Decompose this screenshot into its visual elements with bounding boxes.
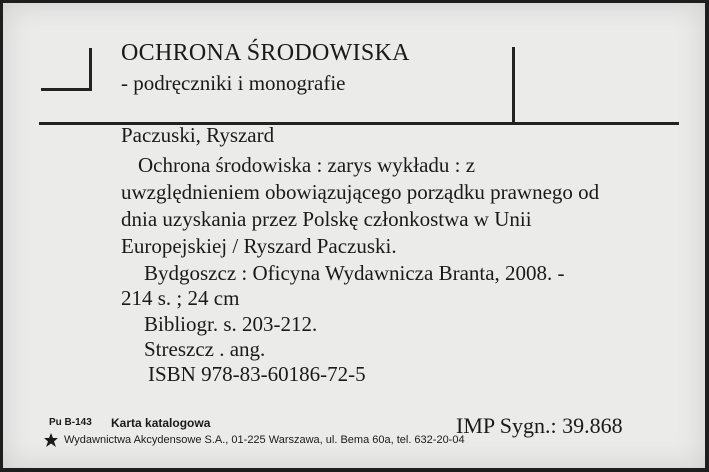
vertical-divider xyxy=(512,47,515,123)
bibliography-note: Bibliogr. s. 203-212. xyxy=(144,312,318,336)
corner-bracket-mark xyxy=(41,48,92,91)
imprint: Bydgoszcz : Oficyna Wydawnicza Branta, 2008. - xyxy=(144,261,565,285)
isbn: ISBN 978-83-60186-72-5 xyxy=(148,362,366,386)
title-line-4: Europejskiej / Ryszard Paczuski. xyxy=(121,234,397,258)
physical-description: 214 s. ; 24 cm xyxy=(121,286,240,310)
publisher-line: Wydawnictwa Akcydensowe S.A., 01-225 Warszawa, ul. Bema 60a, tel. 632-20-04 xyxy=(64,434,465,446)
subject-subheading: - podręczniki i monografie xyxy=(121,71,346,95)
catalog-card xyxy=(3,3,705,468)
form-code: Pu B-143 xyxy=(49,417,92,428)
card-type-label: Karta katalogowa xyxy=(111,416,211,430)
title-line-1: Ochrona środowiska : zarys wykładu : z xyxy=(138,153,476,177)
author-heading: Paczuski, Ryszard xyxy=(121,123,275,147)
subject-heading: OCHRONA ŚRODOWISKA xyxy=(121,40,410,66)
summary-note: Streszcz . ang. xyxy=(144,337,266,361)
publisher-logo-icon xyxy=(43,432,59,448)
title-line-3: dnia uzyskania przez Polskę członkostwa w Unii xyxy=(121,207,532,231)
title-line-2: uwzględnieniem obowiązującego porządku prawnego od xyxy=(121,180,600,204)
call-number: IMP Sygn.: 39.868 xyxy=(456,413,623,438)
